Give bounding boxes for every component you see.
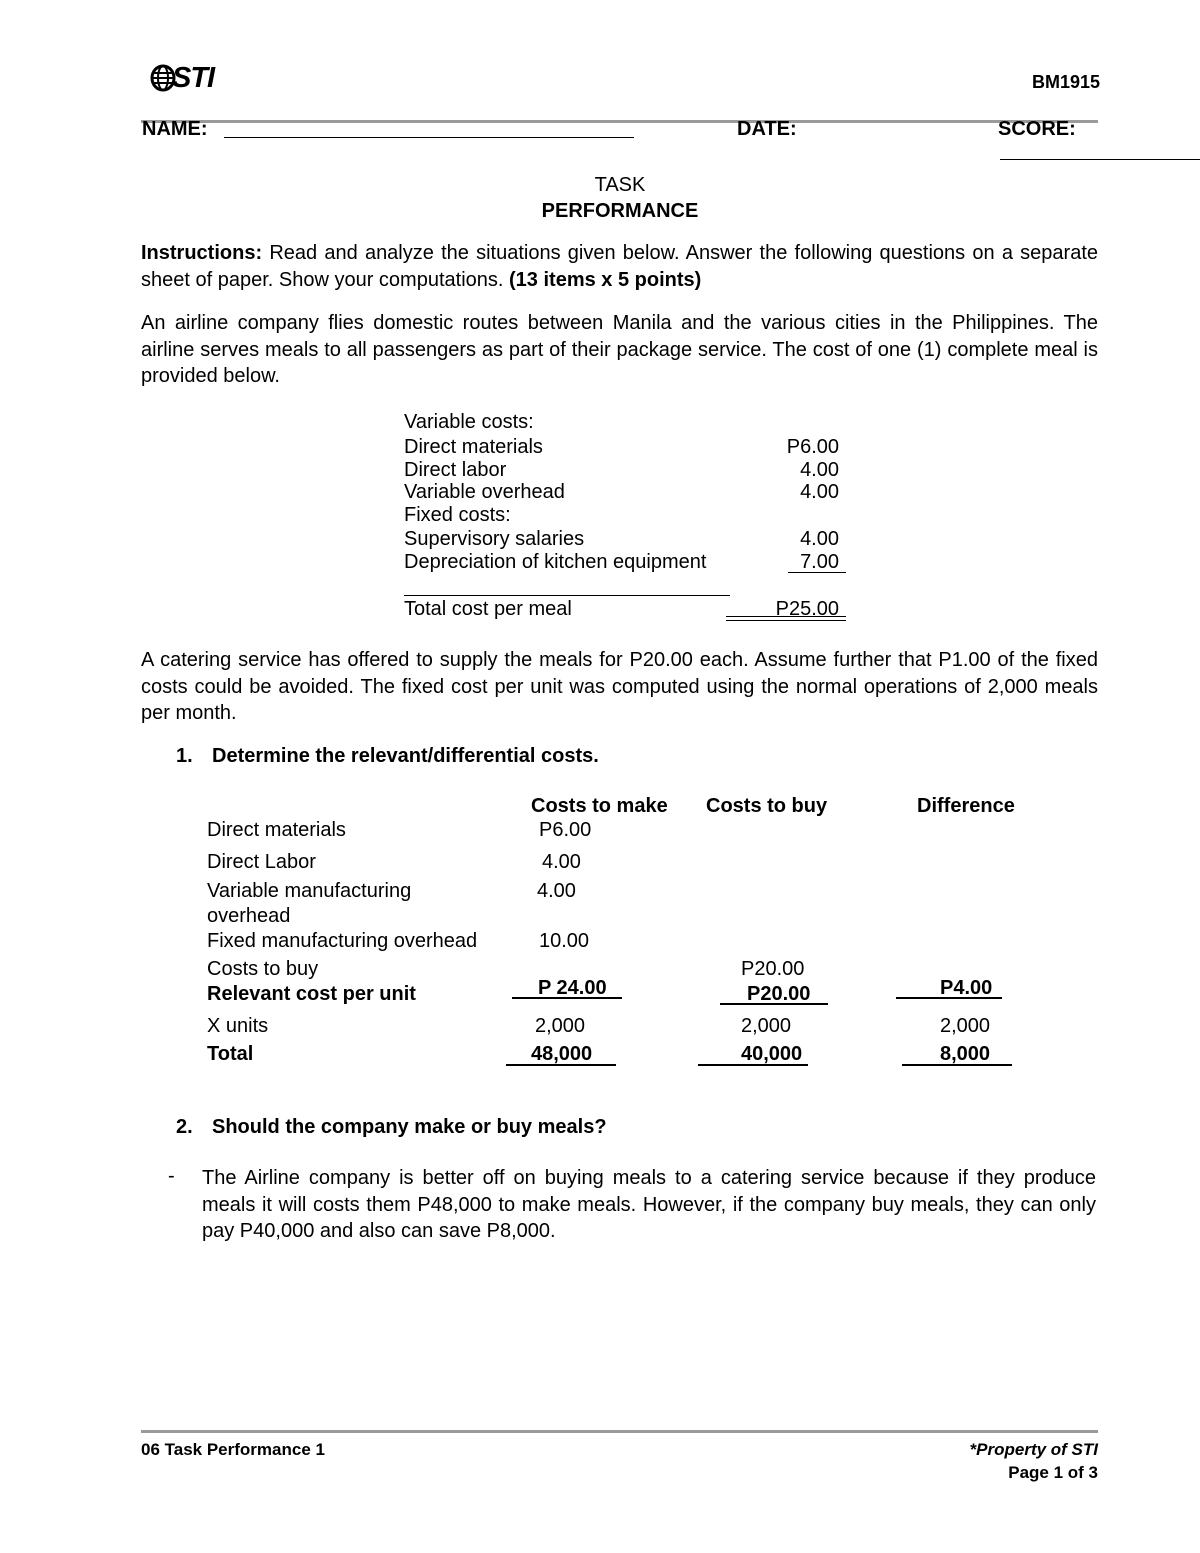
total-cost-value: P25.00 [775, 598, 839, 620]
instructions-points: (13 items x 5 points) [509, 268, 702, 291]
diff-value: 8,000 [940, 1043, 991, 1065]
buy-value: P20.00 [741, 958, 805, 980]
separator-line [404, 595, 730, 596]
q2-number: 2. [176, 1116, 193, 1138]
make-value: 2,000 [535, 1015, 586, 1037]
row-label: Variable manufacturing [207, 880, 412, 902]
title-line-1: TASK [594, 174, 646, 196]
name-label: NAME: [142, 118, 208, 140]
total-underline [726, 620, 846, 621]
row-label: Direct materials [207, 819, 346, 841]
header-costs-to-make: Costs to make [531, 795, 668, 817]
offer-paragraph: A catering service has offered to supply the meals for P20.00 each. Assume further that P1.00 of the fixed costs could be avoided. The fixed cost per unit was computed using the normal operations of 2,000 meals per month. [141, 649, 1098, 724]
logo-text: STI [172, 62, 215, 94]
cost-row-value: P6.00 [786, 436, 839, 458]
row-label-cont: overhead [207, 905, 291, 927]
row-label: Costs to buy [207, 958, 319, 980]
buy-underline [720, 1003, 828, 1005]
row-label: X units [207, 1015, 269, 1037]
answer-bullet: - [168, 1165, 175, 1187]
make-value: 4.00 [537, 880, 576, 902]
footer-divider [141, 1430, 1098, 1433]
cost-row-value: 4.00 [800, 528, 839, 550]
q1-number: 1. [176, 745, 193, 767]
document-code: BM1915 [1032, 72, 1101, 92]
cost-row-label: Direct labor [404, 459, 507, 481]
date-label: DATE: [737, 118, 797, 140]
cost-row-label: Direct materials [404, 436, 543, 458]
diff-value: P4.00 [940, 977, 993, 999]
diff-value: 2,000 [940, 1015, 991, 1037]
cost-row-label: Supervisory salaries [404, 528, 585, 550]
footer-property: *Property of STI [969, 1440, 1098, 1459]
buy-underline [698, 1064, 808, 1066]
title-line-2: PERFORMANCE [541, 200, 699, 222]
footer-left: 06 Task Performance 1 [141, 1440, 325, 1459]
intro-paragraph: An airline company flies domestic routes between Manila and the various cities in the Philippines. The airline serves meals to all passengers as part of their package service. The cost of one (1) complete meal is provided below. [141, 312, 1098, 387]
make-value: 48,000 [531, 1043, 593, 1065]
cost-row-value: 4.00 [800, 481, 839, 503]
make-underline [512, 997, 622, 999]
cost-row-label: Variable overhead [404, 481, 565, 503]
make-value: P6.00 [539, 819, 592, 841]
cost-row-label: Fixed costs: [404, 504, 511, 526]
buy-value: 40,000 [741, 1043, 803, 1065]
q1-text: Determine the relevant/differential costs. [212, 745, 599, 767]
header-difference: Difference [917, 795, 1015, 817]
answer-paragraph: The Airline company is better off on buying meals to a catering service because if they produce meals it will costs them P48,000 to make meals. However, if the company buy meals, they can only pay P40,000 and also can save P8,000. [202, 1167, 1096, 1242]
row-label: Total [207, 1043, 254, 1065]
make-underline [506, 1064, 616, 1066]
cost-row-label: Variable costs: [404, 411, 534, 433]
instructions-label: Instructions: [141, 242, 263, 264]
make-value: 10.00 [539, 930, 590, 952]
instructions-text: Read and analyze the situations given below. Answer the following questions on a separate sheet of paper. Show your computations. [141, 242, 1098, 291]
instructions-paragraph [141, 240, 1098, 293]
cost-row-value: 7.00 [800, 551, 839, 573]
footer-page: Page 1 of 3 [1008, 1463, 1098, 1482]
header-divider [141, 120, 1098, 123]
buy-value: P20.00 [747, 983, 811, 1005]
make-value: P 24.00 [538, 977, 607, 999]
header-costs-to-buy: Costs to buy [706, 795, 828, 817]
score-line [1000, 159, 1200, 160]
sti-logo [150, 60, 222, 96]
diff-underline [902, 1064, 1012, 1066]
row-label: Fixed manufacturing overhead [207, 930, 478, 952]
buy-value: 2,000 [741, 1015, 792, 1037]
row-label: Direct Labor [207, 851, 316, 873]
score-label: SCORE: [998, 118, 1076, 140]
name-line [224, 137, 634, 138]
make-value: 4.00 [542, 851, 581, 873]
total-underline [726, 616, 846, 617]
q2-text: Should the company make or buy meals? [212, 1116, 607, 1138]
row-label: Relevant cost per unit [207, 983, 416, 1005]
cost-row-value: 4.00 [800, 459, 839, 481]
subtotal-underline [788, 572, 846, 573]
total-cost-label: Total cost per meal [404, 598, 572, 620]
cost-row-label: Depreciation of kitchen equipment [404, 551, 707, 573]
diff-underline [896, 997, 1002, 999]
